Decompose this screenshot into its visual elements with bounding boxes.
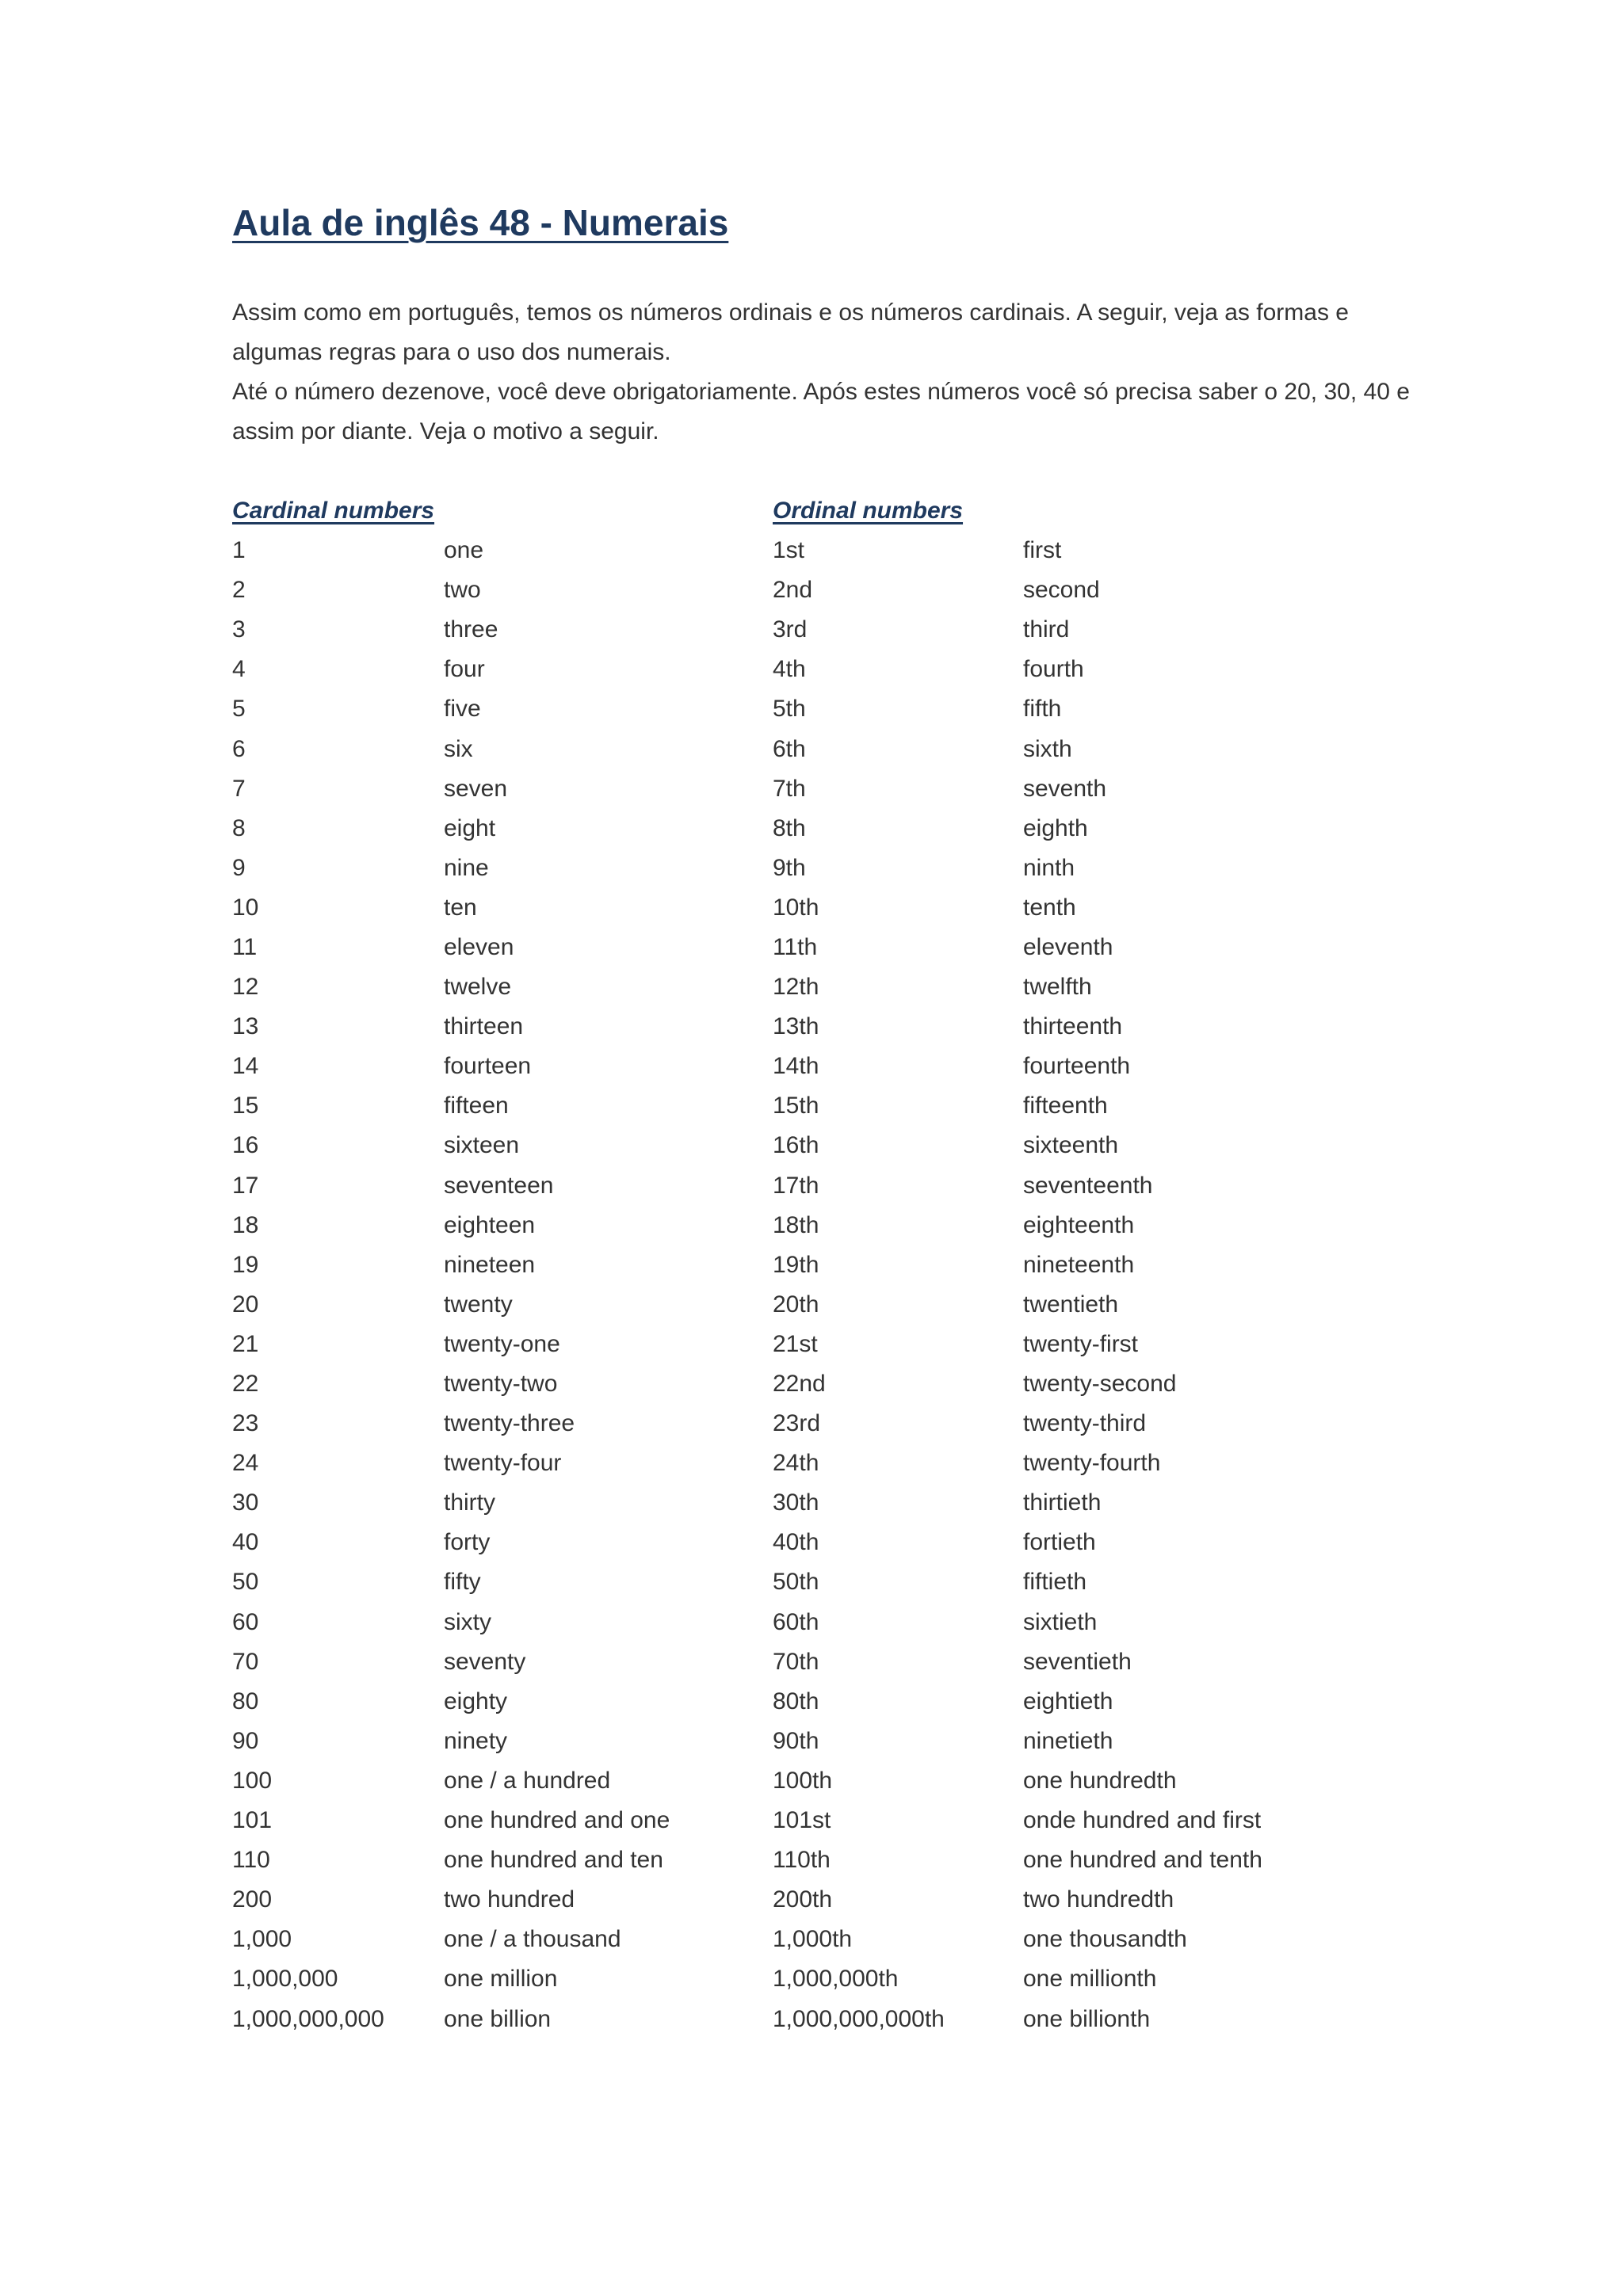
cardinal-number: 50 xyxy=(232,1569,259,1596)
ordinal-word: twenty-first xyxy=(1023,1330,1139,1357)
ordinal-word: two hundredth xyxy=(1023,1886,1174,1913)
ordinal-word: one millionth xyxy=(1023,1966,1157,1993)
ordinal-word: fifth xyxy=(1023,696,1062,723)
table-row xyxy=(232,610,1340,650)
ordinal-number: 13th xyxy=(773,1013,819,1040)
ordinal-number: 14th xyxy=(773,1053,819,1080)
table-row xyxy=(232,1325,1340,1364)
ordinal-word: sixtieth xyxy=(1023,1608,1098,1635)
table-row xyxy=(232,1007,1340,1047)
ordinal-word: eighth xyxy=(1023,814,1088,841)
cardinal-word: fourteen xyxy=(444,1053,532,1080)
table-row xyxy=(232,1126,1340,1165)
ordinal-word: fifteenth xyxy=(1023,1093,1108,1119)
table-row xyxy=(232,1086,1340,1126)
cardinal-number: 40 xyxy=(232,1529,259,1556)
table-row xyxy=(232,1562,1340,1602)
ordinal-number: 1,000,000,000th xyxy=(773,2005,945,2032)
ordinal-word: eleventh xyxy=(1023,933,1113,960)
table-row xyxy=(232,967,1340,1007)
cardinal-word: five xyxy=(444,696,481,723)
cardinal-word: seventy xyxy=(444,1648,526,1675)
cardinal-word: one / a hundred xyxy=(444,1767,611,1794)
ordinal-number: 4th xyxy=(773,656,806,683)
ordinal-number: 11th xyxy=(773,933,818,960)
cardinal-number: 13 xyxy=(232,1013,259,1040)
ordinal-word: onde hundred and first xyxy=(1023,1807,1262,1834)
cardinal-number: 90 xyxy=(232,1727,259,1754)
cardinal-word: one / a thousand xyxy=(444,1926,621,1953)
cardinal-word: forty xyxy=(444,1529,491,1556)
ordinal-word: thirtieth xyxy=(1023,1489,1102,1516)
numbers-table-body xyxy=(232,531,1340,2039)
cardinal-number: 101 xyxy=(232,1807,273,1834)
ordinal-word: thirteenth xyxy=(1023,1013,1123,1040)
ordinal-number: 6th xyxy=(773,735,806,762)
ordinal-number: 3rd xyxy=(773,616,808,643)
ordinal-word: fortieth xyxy=(1023,1529,1096,1556)
cardinal-word: twelve xyxy=(444,974,512,1001)
ordinal-word: one thousandth xyxy=(1023,1926,1187,1953)
cardinal-number: 1 xyxy=(232,537,246,564)
table-row xyxy=(232,650,1340,689)
table-row xyxy=(232,888,1340,928)
ordinal-number: 1st xyxy=(773,537,805,564)
ordinal-number: 7th xyxy=(773,775,806,802)
cardinal-number: 11 xyxy=(232,933,258,960)
ordinal-word: nineteenth xyxy=(1023,1251,1135,1278)
cardinal-number: 1,000,000 xyxy=(232,1966,338,1993)
cardinal-word: eight xyxy=(444,814,496,841)
ordinal-word: second xyxy=(1023,577,1100,604)
ordinal-word: tenth xyxy=(1023,894,1076,921)
cardinal-number: 9 xyxy=(232,854,246,881)
table-row xyxy=(232,1801,1340,1840)
ordinal-word: third xyxy=(1023,616,1070,643)
table-row xyxy=(232,1761,1340,1801)
cardinal-number: 15 xyxy=(232,1093,259,1119)
ordinal-number: 16th xyxy=(773,1132,819,1159)
cardinal-number: 4 xyxy=(232,656,246,683)
ordinal-word: fourteenth xyxy=(1023,1053,1131,1080)
ordinal-number: 200th xyxy=(773,1886,833,1913)
cardinal-word: thirteen xyxy=(444,1013,524,1040)
cardinal-word: twenty-one xyxy=(444,1330,560,1357)
page-title: Aula de inglês 48 - Numerais xyxy=(232,202,729,243)
ordinal-word: twenty-third xyxy=(1023,1410,1147,1437)
ordinal-word: one billionth xyxy=(1023,2005,1151,2032)
ordinal-word: seventieth xyxy=(1023,1648,1132,1675)
ordinal-word: twenty-second xyxy=(1023,1371,1177,1398)
table-row xyxy=(232,1840,1340,1880)
cardinal-word: six xyxy=(444,735,473,762)
cardinal-number: 17 xyxy=(232,1172,259,1199)
ordinal-word: eightieth xyxy=(1023,1688,1113,1714)
cardinal-word: eighteen xyxy=(444,1211,536,1238)
cardinal-number: 6 xyxy=(232,735,246,762)
ordinal-number: 1,000,000th xyxy=(773,1966,899,1993)
cardinal-number: 60 xyxy=(232,1608,259,1635)
ordinal-word: ninetieth xyxy=(1023,1727,1113,1754)
ordinal-number: 5th xyxy=(773,696,806,723)
cardinal-word: nineteen xyxy=(444,1251,536,1278)
ordinal-number: 2nd xyxy=(773,577,813,604)
cardinal-word: twenty-four xyxy=(444,1450,562,1477)
ordinal-number: 18th xyxy=(773,1211,819,1238)
ordinal-number: 90th xyxy=(773,1727,819,1754)
cardinal-word: four xyxy=(444,656,485,683)
table-row xyxy=(232,1920,1340,1959)
ordinal-number: 1,000th xyxy=(773,1926,853,1953)
ordinal-number: 12th xyxy=(773,974,819,1001)
ordinal-word: seventeenth xyxy=(1023,1172,1153,1199)
cardinal-number: 100 xyxy=(232,1767,273,1794)
ordinal-word: fourth xyxy=(1023,656,1084,683)
table-row xyxy=(232,689,1340,729)
table-row xyxy=(232,928,1340,967)
ordinal-number: 19th xyxy=(773,1251,819,1278)
table-row xyxy=(232,729,1340,769)
intro-text xyxy=(232,293,1421,452)
cardinal-word: one million xyxy=(444,1966,558,1993)
ordinal-number: 101st xyxy=(773,1807,831,1834)
cardinal-number: 12 xyxy=(232,974,259,1001)
cardinal-number: 16 xyxy=(232,1132,259,1159)
table-row xyxy=(232,1285,1340,1325)
cardinal-number: 5 xyxy=(232,696,246,723)
cardinal-numbers-heading: Cardinal numbers xyxy=(232,498,435,524)
table-row xyxy=(232,1603,1340,1642)
cardinal-word: nine xyxy=(444,854,489,881)
cardinal-word: one hundred and one xyxy=(444,1807,670,1834)
ordinal-number: 100th xyxy=(773,1767,833,1794)
ordinal-word: one hundredth xyxy=(1023,1767,1177,1794)
cardinal-word: twenty xyxy=(444,1291,513,1318)
ordinal-word: seventh xyxy=(1023,775,1107,802)
ordinal-number: 21st xyxy=(773,1330,818,1357)
ordinal-word: sixteenth xyxy=(1023,1132,1119,1159)
ordinal-word: sixth xyxy=(1023,735,1072,762)
cardinal-number: 110 xyxy=(232,1847,270,1874)
cardinal-word: twenty-two xyxy=(444,1371,558,1398)
ordinal-number: 50th xyxy=(773,1569,819,1596)
ordinal-number: 20th xyxy=(773,1291,819,1318)
cardinal-word: seven xyxy=(444,775,508,802)
cardinal-word: fifteen xyxy=(444,1093,509,1119)
table-row xyxy=(232,1364,1340,1404)
cardinal-word: fifty xyxy=(444,1569,481,1596)
ordinal-number: 17th xyxy=(773,1172,819,1199)
cardinal-word: one xyxy=(444,537,484,564)
ordinal-number: 22nd xyxy=(773,1371,826,1398)
table-row xyxy=(232,849,1340,888)
cardinal-word: one billion xyxy=(444,2005,552,2032)
cardinal-word: seventeen xyxy=(444,1172,554,1199)
cardinal-number: 10 xyxy=(232,894,259,921)
cardinal-number: 14 xyxy=(232,1053,259,1080)
ordinal-word: twenty-fourth xyxy=(1023,1450,1161,1477)
cardinal-word: sixteen xyxy=(444,1132,520,1159)
cardinal-number: 2 xyxy=(232,577,246,604)
cardinal-word: ninety xyxy=(444,1727,508,1754)
cardinal-number: 30 xyxy=(232,1489,259,1516)
cardinal-word: sixty xyxy=(444,1608,491,1635)
table-row xyxy=(232,809,1340,849)
table-row xyxy=(232,1523,1340,1562)
ordinal-number: 23rd xyxy=(773,1410,821,1437)
table-row xyxy=(232,1959,1340,1999)
table-row xyxy=(232,1880,1340,1920)
cardinal-number: 1,000,000,000 xyxy=(232,2005,384,2032)
cardinal-number: 24 xyxy=(232,1450,259,1477)
table-row xyxy=(232,1999,1340,2039)
cardinal-number: 3 xyxy=(232,616,246,643)
ordinal-number: 110th xyxy=(773,1847,831,1874)
numbers-table xyxy=(232,531,1340,2039)
table-row xyxy=(232,1047,1340,1086)
table-row xyxy=(232,1642,1340,1682)
table-row xyxy=(232,570,1340,610)
ordinal-word: twentieth xyxy=(1023,1291,1119,1318)
ordinal-word: twelfth xyxy=(1023,974,1092,1001)
cardinal-number: 18 xyxy=(232,1211,259,1238)
cardinal-number: 21 xyxy=(232,1330,259,1357)
cardinal-number: 70 xyxy=(232,1648,259,1675)
cardinal-number: 1,000 xyxy=(232,1926,292,1953)
table-row xyxy=(232,769,1340,809)
ordinal-number: 8th xyxy=(773,814,806,841)
table-row xyxy=(232,1206,1340,1245)
cardinal-word: twenty-three xyxy=(444,1410,575,1437)
table-row xyxy=(232,1404,1340,1444)
ordinal-word: first xyxy=(1023,537,1062,564)
cardinal-number: 19 xyxy=(232,1251,259,1278)
ordinal-number: 30th xyxy=(773,1489,819,1516)
ordinal-number: 10th xyxy=(773,894,819,921)
table-row xyxy=(232,1245,1340,1285)
cardinal-number: 8 xyxy=(232,814,246,841)
ordinal-word: one hundred and tenth xyxy=(1023,1847,1262,1874)
ordinal-numbers-heading: Ordinal numbers xyxy=(773,498,964,524)
ordinal-word: ninth xyxy=(1023,854,1075,881)
ordinal-word: fiftieth xyxy=(1023,1569,1087,1596)
cardinal-number: 7 xyxy=(232,775,246,802)
cardinal-word: two xyxy=(444,577,481,604)
table-row xyxy=(232,1682,1340,1722)
ordinal-number: 24th xyxy=(773,1450,819,1477)
ordinal-number: 40th xyxy=(773,1529,819,1556)
table-row xyxy=(232,1444,1340,1483)
table-row xyxy=(232,1166,1340,1206)
ordinal-word: eighteenth xyxy=(1023,1211,1135,1238)
intro-paragraph: Assim como em português, temos os números ordinais e os números cardinais. A seguir, veja as formas e algumas regras para o uso dos numerais. xyxy=(232,299,1349,365)
ordinal-number: 80th xyxy=(773,1688,819,1714)
ordinal-number: 70th xyxy=(773,1648,819,1675)
cardinal-word: ten xyxy=(444,894,477,921)
cardinal-number: 23 xyxy=(232,1410,259,1437)
cardinal-number: 80 xyxy=(232,1688,259,1714)
table-row xyxy=(232,1722,1340,1761)
cardinal-word: thirty xyxy=(444,1489,496,1516)
cardinal-word: two hundred xyxy=(444,1886,575,1913)
cardinal-number: 200 xyxy=(232,1886,273,1913)
cardinal-number: 22 xyxy=(232,1371,259,1398)
ordinal-number: 9th xyxy=(773,854,806,881)
table-row xyxy=(232,1483,1340,1523)
cardinal-word: eleven xyxy=(444,933,514,960)
table-row xyxy=(232,531,1340,570)
ordinal-number: 15th xyxy=(773,1093,819,1119)
cardinal-word: eighty xyxy=(444,1688,508,1714)
ordinal-number: 60th xyxy=(773,1608,819,1635)
cardinal-word: three xyxy=(444,616,498,643)
intro-paragraph: Até o número dezenove, você deve obrigatoriamente. Após estes números você só precisa saber o 20, 30, 40 e assim por diante. Veja o motivo a seguir. xyxy=(232,379,1410,444)
cardinal-word: one hundred and ten xyxy=(444,1847,663,1874)
cardinal-number: 20 xyxy=(232,1291,259,1318)
